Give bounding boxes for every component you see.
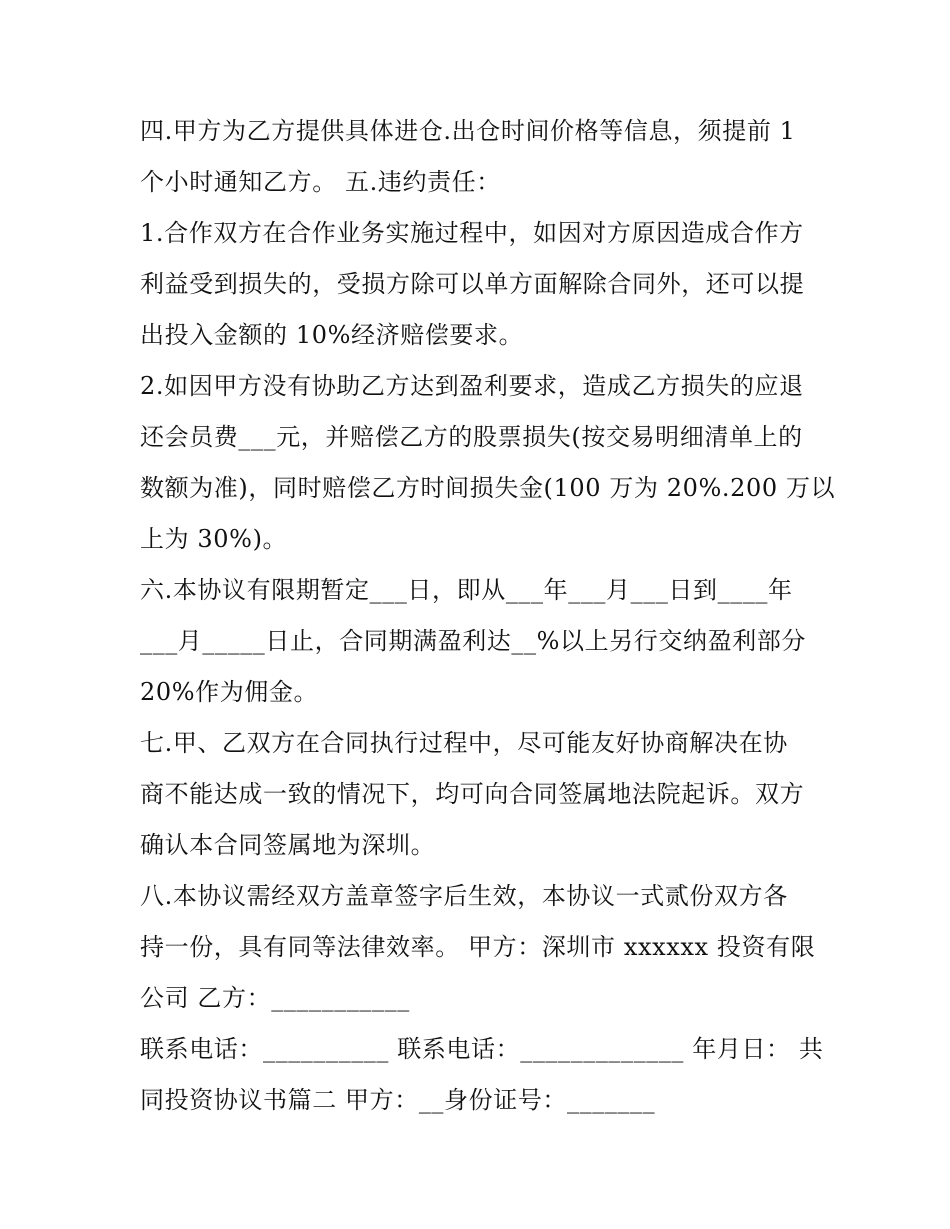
- text-line: 八.本协议需经双方盖章签字后生效，本协议一式贰份双方各: [140, 882, 788, 910]
- text-line: 个小时通知乙方。 五.违约责任：: [140, 168, 501, 196]
- text-line: 2.如因甲方没有协助乙方达到盈利要求，造成乙方损失的应退: [140, 372, 804, 400]
- text-line: 持一份，具有同等法律效率。 甲方：深圳市 xxxxxx 投资有限: [140, 933, 816, 961]
- text-line: 数额为准)，同时赔偿乙方时间损失金(100 万为 20%.200 万以: [140, 474, 836, 502]
- text-line: 四.甲方为乙方提供具体进仓.出仓时间价格等信息，须提前 1: [140, 117, 796, 145]
- text-line: 公司 乙方：___________: [140, 984, 410, 1012]
- text-line: 利益受到损失的，受损方除可以单方面解除合同外，还可以提: [140, 270, 805, 298]
- text-line: 20%作为佣金。: [140, 678, 319, 706]
- text-line: 还会员费___元，并赔偿乙方的股票损失(按交易明细清单上的: [140, 423, 803, 451]
- text-line: 商不能达成一致的情况下，均可向合同签属地法院起诉。双方: [140, 780, 805, 808]
- text-line: 七.甲、乙双方在合同执行过程中，尽可能友好协商解决在协: [140, 729, 788, 757]
- text-line: 确认本合同签属地为深圳。: [140, 831, 436, 859]
- text-line: 出投入金额的 10%经济赔偿要求。: [140, 321, 524, 349]
- text-line: 同投资协议书篇二 甲方：__身份证号：_______: [140, 1086, 656, 1114]
- text-line: 上为 30%)。: [140, 525, 288, 553]
- text-line: 联系电话：__________ 联系电话：_____________ 年月日： 共: [140, 1035, 824, 1063]
- document-body: [140, 106, 836, 1126]
- text-line: 六.本协议有限期暂定___日，即从___年___月___日到____年: [140, 576, 793, 604]
- text-line: ___月_____日止，合同期满盈利达__%以上另行交纳盈利部分: [140, 627, 807, 655]
- text-line: 1.合作双方在合作业务实施过程中，如因对方原因造成合作方: [140, 219, 804, 247]
